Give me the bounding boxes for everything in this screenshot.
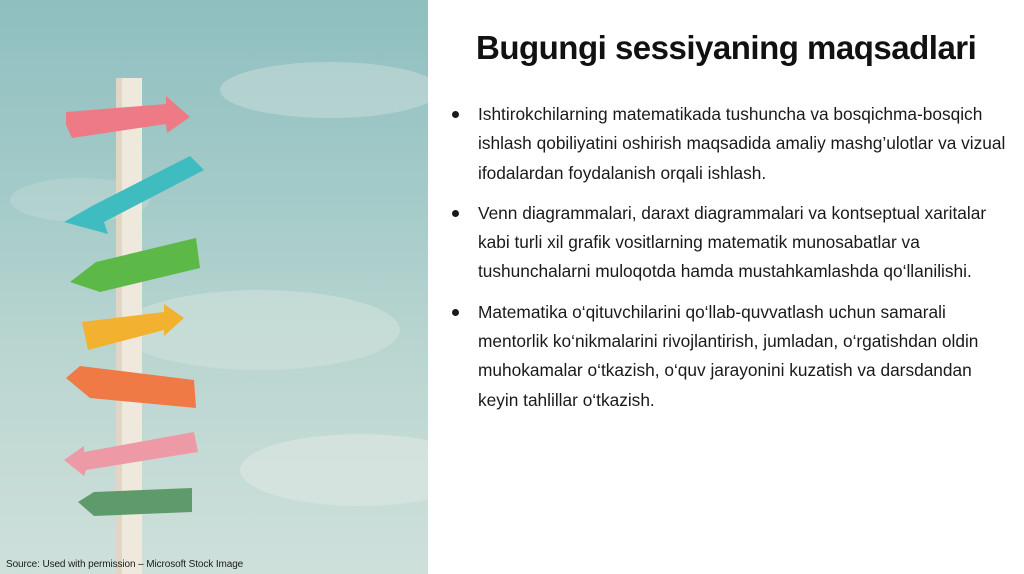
bullet-text: Matematika o‘qituvchilarini qo‘llab-quvvatlash uchun samarali mentorlik ko‘nikmalarini rivojlantirish, jumladan, o‘rgatishdan oldin muhokamalar o‘tkazish, o‘quv jarayonini kuzatish va darsdandan keyin tahlillar o‘tkazish. — [478, 301, 979, 410]
image-caption: Source: Used with permission – Microsoft Stock Image — [6, 559, 244, 570]
cloud — [240, 434, 428, 506]
bullet-item — [446, 199, 1012, 287]
bullet-list — [446, 100, 1012, 426]
signpost-illustration — [0, 0, 428, 574]
bullet-item — [446, 100, 1012, 188]
signpost-image — [0, 0, 428, 574]
arrow-sign-dark-green — [78, 488, 192, 516]
bullet-dot-icon — [452, 111, 459, 118]
bullet-dot-icon — [452, 309, 459, 316]
slide-title: Bugungi sessiyaning maqsadlari — [476, 29, 977, 66]
bullet-dot-icon — [452, 210, 459, 217]
bullet-text: Ishtirokchilarning matematikada tushuncha va bosqichma-bosqich ishlash qobiliyatini oshirish maqsadida amaliy mashg’ulotlar va vizual ifodalardan foydalanish orqali ishlash. — [478, 104, 1006, 183]
arrow-sign-orange — [66, 366, 196, 408]
bullet-text: Venn diagrammalari, daraxt diagrammalari va kontseptual xaritalar kabi turli xil grafik vositlarning matematik munosabatlar va tushunchalarni muloqotda hamda mustahkamlashda qo‘llanilishi. — [478, 202, 987, 282]
cloud — [220, 62, 428, 118]
bullet-item — [446, 298, 1012, 415]
